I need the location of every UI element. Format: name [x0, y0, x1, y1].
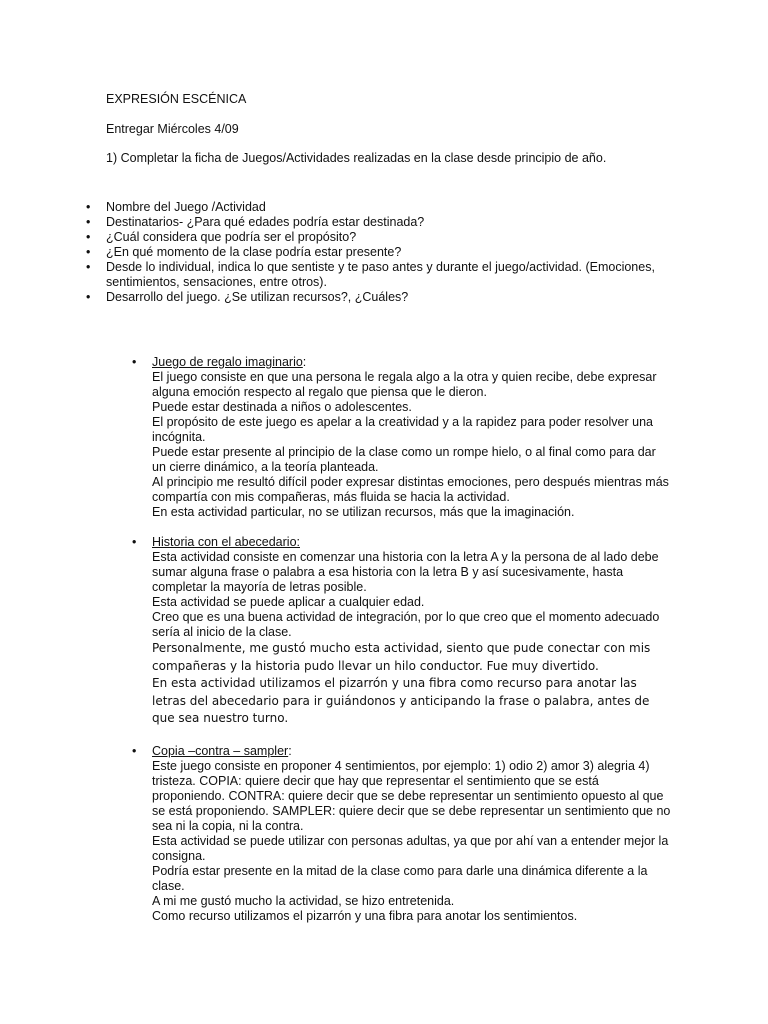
question-item: • Nombre del Juego /Actividad	[106, 200, 666, 215]
activity-block	[132, 355, 672, 520]
title-colon: :	[302, 355, 307, 369]
activity-line: Como recurso utilizamos el pizarrón y una fibra para anotar los sentimientos.	[152, 909, 578, 923]
question-item: • Desde lo individual, indica lo que sentiste y te paso antes y durante el juego/actividad. (Emociones, sentimientos, sensaciones, entre otros).	[106, 260, 666, 290]
activity-line: Este juego consiste en proponer 4 sentimientos, por ejemplo: 1) odio 2) amor 3) alegria 4) tristeza. COPIA: quiere decir que hay que representar el sentimiento que se está proponiendo. CONTRA: quiere decir que se debe representar un sentimiento opuesto al que se está proponiendo. SAMPLER: quiere decir que se debe representar un sentimiento que no sea ni la copia, ni la contra.	[152, 759, 671, 833]
question-item: • Destinatarios- ¿Para qué edades podría estar destinada?	[106, 215, 666, 230]
activity-line: Al principio me resultó difícil poder expresar distintas emociones, pero después mientras más compartía con mis compañeras, más fluida se hacia la actividad.	[152, 475, 669, 504]
activity-line: El propósito de este juego es apelar a la creatividad y a la rapidez para poder resolver una incógnita.	[152, 415, 654, 444]
activity-line: A mi me gustó mucho la actividad, se hizo entretenida.	[152, 894, 455, 908]
title-colon: :	[288, 744, 292, 758]
activity-line: Puede estar destinada a niños o adolescentes.	[152, 400, 412, 414]
activity-line: El juego consiste en que una persona le regala algo a la otra y quien recibe, debe expresar alguna emoción respecto al regalo que piensa que le dieron.	[152, 370, 657, 399]
bullet-icon: •	[132, 535, 137, 549]
activity-line: Personalmente, me gustó mucho esta actividad, siento que pude conectar con mis compañeras y la historia pudo llevar un hilo conductor. Fue muy divertido.	[152, 641, 651, 673]
document-title: EXPRESIÓN ESCÉNICA	[106, 92, 247, 106]
activity-line: En esta actividad utilizamos el pizarrón y una fibra como recurso para anotar las letras del abecedario para ir guiándonos y anticipando la frase o palabra, antes de que sea nuestro turno.	[152, 676, 650, 725]
activity-title: Copia –contra – sampler	[152, 744, 289, 758]
activity-block	[132, 535, 672, 728]
question-item: • ¿Cuál considera que podría ser el propósito?	[106, 230, 666, 245]
bullet-icon: •	[132, 744, 137, 758]
task-instruction: 1) Completar la ficha de Juegos/Actividades realizadas en la clase desde principio de año.	[106, 151, 607, 165]
activity-line: Podría estar presente en la mitad de la clase como para darle una dinámica diferente a la clase.	[152, 864, 648, 893]
activity-line: Esta actividad consiste en comenzar una historia con la letra A y la persona de al lado debe sumar alguna frase o palabra a esa historia con la letra B y así sucesivamente, hasta completar la mayoría de letras posible.	[152, 550, 659, 594]
activity-line: Puede estar presente al principio de la clase como un rompe hielo, o al final como para dar un cierre dinámico, a la teoría planteada.	[152, 445, 656, 474]
activity-line: Esta actividad se puede aplicar a cualquier edad.	[152, 595, 425, 609]
activity-title: Historia con el abecedario:	[152, 535, 300, 549]
bullet-icon: •	[132, 355, 137, 369]
question-list	[106, 200, 666, 305]
activity-block	[132, 744, 672, 924]
question-item: • Desarrollo del juego. ¿Se utilizan recursos?, ¿Cuáles?	[106, 290, 666, 305]
activity-line: Creo que es una buena actividad de integración, por lo que creo que el momento adecuado sería al inicio de la clase.	[152, 610, 660, 639]
activity-line: En esta actividad particular, no se utilizan recursos, más que la imaginación.	[152, 505, 575, 519]
activity-line: Esta actividad se puede utilizar con personas adultas, ya que por ahí van a entender mejor la consigna.	[152, 834, 669, 863]
due-date-line: Entregar Miércoles 4/09	[106, 122, 239, 136]
activity-title: Juego de regalo imaginario	[152, 355, 303, 369]
question-item: • ¿En qué momento de la clase podría estar presente?	[106, 245, 666, 260]
